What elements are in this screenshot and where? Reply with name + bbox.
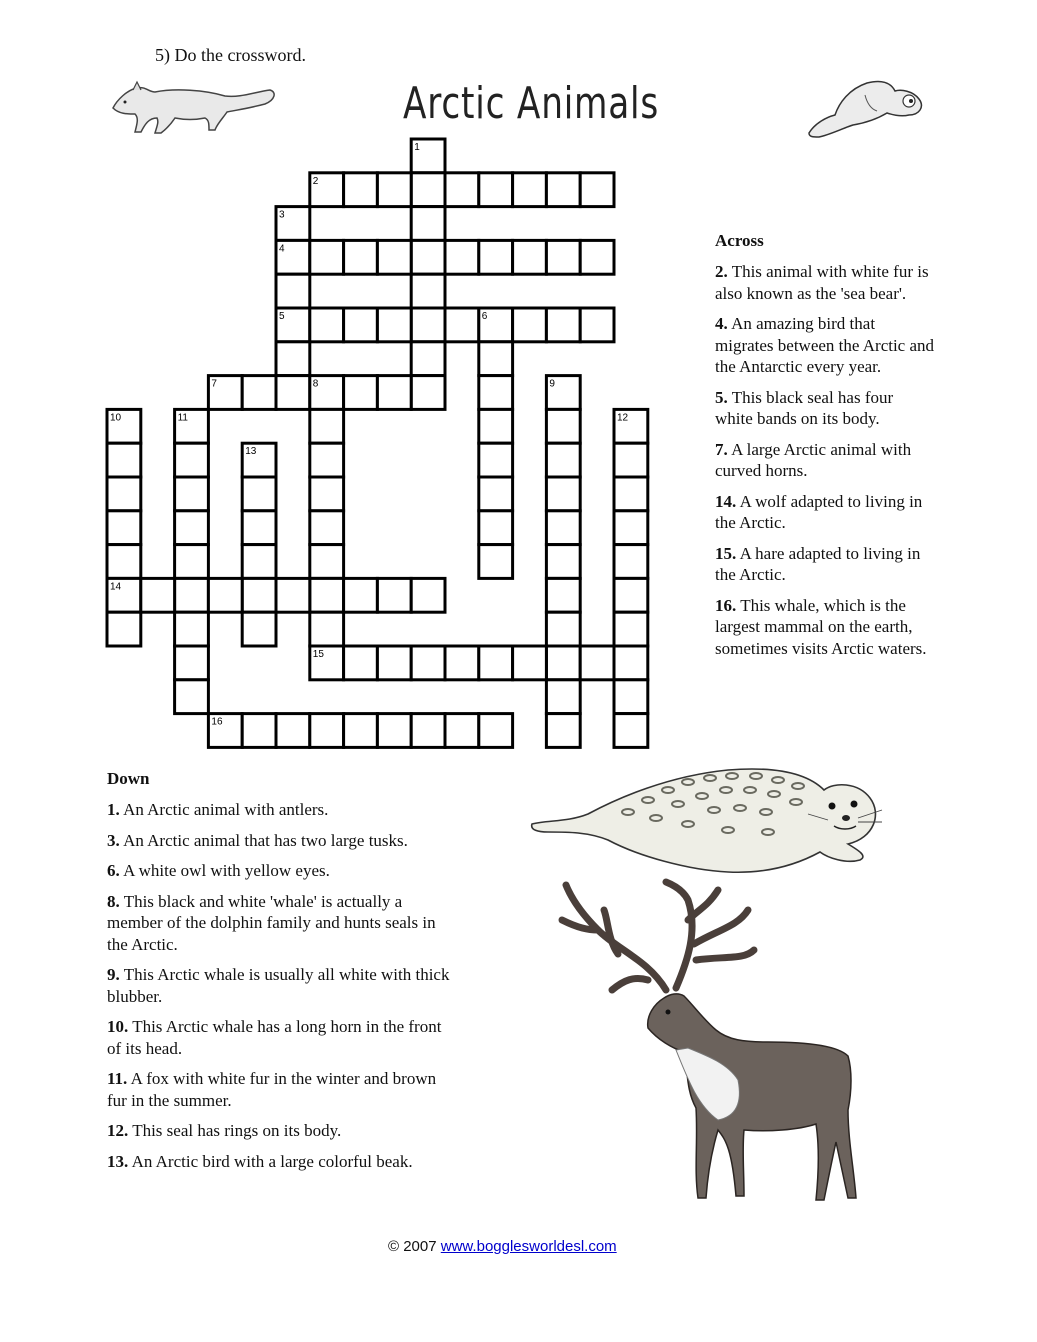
caribou-drawing	[548, 880, 864, 1205]
crossword-cell[interactable]	[513, 646, 547, 680]
across-clue	[715, 313, 935, 378]
crossword-cell[interactable]	[310, 409, 344, 443]
down-clue	[107, 860, 457, 882]
down-clue	[107, 964, 457, 1007]
cell-number: 3	[279, 209, 285, 221]
crossword-cell[interactable]	[580, 240, 614, 274]
crossword-cell[interactable]	[614, 714, 648, 748]
crossword-cell[interactable]	[513, 240, 547, 274]
crossword-cell[interactable]	[513, 308, 547, 342]
crossword-cell[interactable]	[411, 376, 445, 410]
clue-text: An amazing bird that migrates between the Arctic and the Antarctic every year.	[715, 314, 935, 376]
cell-number: 12	[617, 412, 629, 424]
down-heading: Down	[107, 769, 150, 788]
crossword-cell[interactable]	[310, 612, 344, 646]
clue-text: This black and white 'whale' is actually a member of the dolphin family and hunts seals in the Arctic.	[107, 891, 436, 954]
crossword-cell[interactable]	[242, 578, 276, 612]
clue-text: This animal with white fur is also known as the 'sea bear'.	[715, 262, 929, 303]
across-clue	[715, 387, 935, 430]
across-clue	[715, 261, 935, 304]
cell-number: 4	[279, 243, 285, 255]
cell-number: 2	[312, 175, 319, 187]
crossword-cell[interactable]	[344, 308, 378, 342]
crossword-cell[interactable]	[344, 173, 378, 207]
crossword-cell[interactable]	[242, 376, 276, 410]
crossword-cell[interactable]	[580, 308, 614, 342]
clue-number: 16.	[715, 595, 737, 615]
crossword-cell[interactable]	[614, 545, 648, 579]
crossword-cell[interactable]	[377, 714, 411, 748]
crossword-cell[interactable]	[344, 578, 378, 612]
crossword-cell[interactable]	[580, 173, 614, 207]
across-clue	[715, 491, 935, 534]
crossword-cell[interactable]	[411, 207, 445, 241]
crossword-cell[interactable]	[546, 173, 580, 207]
cell-number: 5	[279, 311, 285, 322]
crossword-cell[interactable]	[242, 714, 276, 748]
crossword-cell[interactable]	[310, 443, 344, 477]
clue-text: This Arctic whale is usually all white with thick blubber.	[107, 965, 450, 1006]
crossword-cell[interactable]	[344, 376, 378, 410]
crossword-cell[interactable]	[546, 545, 580, 579]
clue-number: 2.	[715, 262, 728, 281]
clue-number: 13.	[107, 1151, 129, 1171]
crossword-cell[interactable]	[445, 240, 479, 274]
clue-number: 11.	[107, 1069, 128, 1088]
crossword-cell[interactable]	[445, 308, 479, 342]
clue-text: A white owl with yellow eyes.	[123, 861, 330, 880]
clue-number: 10.	[107, 1017, 129, 1036]
crossword-cell[interactable]	[513, 173, 547, 207]
spotted-seal-drawing	[528, 760, 884, 882]
crossword-cell[interactable]	[310, 511, 344, 545]
crossword-cell[interactable]	[276, 714, 310, 748]
crossword-cell[interactable]	[479, 240, 513, 274]
cell-number: 11	[177, 412, 188, 424]
clue-text: A hare adapted to living in the Arctic.	[715, 543, 921, 584]
crossword-cell[interactable]	[614, 443, 648, 477]
crossword-cell[interactable]	[276, 578, 310, 612]
cell-number: 16	[211, 716, 223, 728]
crossword-cell[interactable]	[175, 511, 209, 545]
clue-number: 7.	[715, 439, 728, 459]
crossword-cell[interactable]	[614, 578, 648, 612]
down-clue	[107, 1151, 457, 1173]
clue-text: An Arctic bird with a large colorful beak.	[131, 1151, 413, 1171]
crossword-cell[interactable]	[175, 477, 209, 511]
crossword-cell[interactable]	[546, 511, 580, 545]
crossword-cell[interactable]	[107, 443, 141, 477]
crossword-cell[interactable]	[445, 646, 479, 680]
clue-text: An Arctic animal that has two large tusks.	[123, 830, 408, 850]
crossword-cell[interactable]	[614, 511, 648, 545]
crossword-cell[interactable]	[242, 477, 276, 511]
crossword-cell[interactable]	[546, 240, 580, 274]
crossword-cell[interactable]	[546, 443, 580, 477]
crossword-cell[interactable]	[479, 714, 513, 748]
crossword-cell[interactable]	[107, 545, 141, 579]
crossword-cell[interactable]	[310, 240, 344, 274]
crossword-cell[interactable]	[479, 545, 513, 579]
across-heading: Across	[715, 231, 764, 250]
crossword-cell[interactable]	[377, 578, 411, 612]
crossword-cell[interactable]	[175, 612, 209, 646]
crossword-cell[interactable]	[276, 342, 310, 376]
crossword-cell[interactable]	[546, 612, 580, 646]
crossword-cell[interactable]	[546, 680, 580, 714]
clue-number: 1.	[107, 800, 120, 819]
crossword-cell[interactable]	[479, 443, 513, 477]
crossword-cell[interactable]	[479, 173, 513, 207]
cell-number: 15	[312, 649, 324, 660]
crossword-cell[interactable]	[411, 342, 445, 376]
crossword-cell[interactable]	[310, 714, 344, 748]
cell-number: 10	[110, 412, 122, 424]
crossword-cell[interactable]	[242, 545, 276, 579]
crossword-cell[interactable]	[546, 409, 580, 443]
crossword-cell[interactable]	[310, 308, 344, 342]
across-clue	[715, 595, 935, 660]
crossword-cell[interactable]	[141, 578, 175, 612]
across-clue	[715, 439, 935, 482]
across-clue	[715, 543, 935, 586]
clue-number: 6.	[107, 861, 120, 880]
crossword-cell[interactable]	[546, 308, 580, 342]
crossword-cell[interactable]	[479, 646, 513, 680]
crossword-cell[interactable]	[310, 545, 344, 579]
crossword-cell[interactable]	[479, 511, 513, 545]
crossword-cell[interactable]	[310, 578, 344, 612]
crossword-cell[interactable]	[411, 646, 445, 680]
clue-text: An Arctic animal with antlers.	[123, 800, 329, 819]
crossword-cell[interactable]	[276, 274, 310, 308]
across-clues	[715, 231, 935, 668]
crossword-cell[interactable]	[175, 680, 209, 714]
clue-number: 12.	[107, 1121, 129, 1140]
crossword-cell[interactable]	[242, 612, 276, 646]
down-clue	[107, 1068, 457, 1111]
clue-number: 5.	[715, 387, 728, 407]
website-link[interactable]: www.bogglesworldesl.com	[440, 1238, 617, 1255]
crossword-cell[interactable]	[445, 714, 479, 748]
crossword-cell[interactable]	[580, 646, 614, 680]
crossword-cell[interactable]	[276, 376, 310, 410]
clue-text: This seal has rings on its body.	[132, 1121, 342, 1140]
crossword-cell[interactable]	[107, 612, 141, 646]
crossword-cell[interactable]	[175, 443, 209, 477]
crossword-cell[interactable]	[479, 477, 513, 511]
clue-number: 15.	[715, 543, 737, 563]
crossword-cell[interactable]	[614, 680, 648, 714]
crossword-cell[interactable]	[377, 173, 411, 207]
crossword-cell[interactable]	[208, 578, 242, 612]
page-title: Arctic Animals	[403, 78, 660, 129]
crossword-cell[interactable]	[546, 646, 580, 680]
crossword-cell[interactable]	[344, 714, 378, 748]
crossword-cell[interactable]	[479, 409, 513, 443]
crossword-cell[interactable]	[614, 612, 648, 646]
cell-number: 1	[414, 142, 420, 153]
down-clue	[107, 1120, 457, 1142]
crossword-cell[interactable]	[310, 477, 344, 511]
crossword-cell[interactable]	[107, 477, 141, 511]
clue-text: A large Arctic animal with curved horns.	[715, 439, 912, 480]
crossword-cell[interactable]	[546, 714, 580, 748]
down-clue	[107, 799, 457, 821]
clue-number: 3.	[107, 830, 120, 850]
down-clues	[107, 769, 457, 1181]
down-clue	[107, 830, 457, 852]
crossword-cell[interactable]	[175, 578, 209, 612]
crossword-cell[interactable]	[479, 376, 513, 410]
cell-number: 14	[110, 581, 122, 593]
cell-number: 8	[312, 378, 319, 390]
crossword-cell[interactable]	[445, 173, 479, 207]
cell-number: 13	[245, 446, 257, 458]
crossword-cell[interactable]	[411, 274, 445, 308]
crossword-cell[interactable]	[411, 308, 445, 342]
crossword-cell[interactable]	[377, 646, 411, 680]
crossword-cell[interactable]	[479, 342, 513, 376]
clue-number: 9.	[107, 965, 120, 984]
down-clue	[107, 891, 457, 956]
crossword-cell[interactable]	[377, 240, 411, 274]
clue-number: 14.	[715, 491, 737, 511]
crossword-cell[interactable]	[344, 646, 378, 680]
cell-number: 9	[549, 378, 555, 390]
clue-text: A fox with white fur in the winter and brown fur in the summer.	[107, 1069, 437, 1110]
clue-number: 4.	[715, 314, 728, 333]
clue-text: This Arctic whale has a long horn in the front of its head.	[107, 1017, 442, 1058]
crossword-cell[interactable]	[377, 376, 411, 410]
instruction-text: 5) Do the crossword.	[155, 45, 306, 65]
footer	[388, 1238, 617, 1255]
clue-text: This whale, which is the largest mammal on the earth, sometimes visits Arctic waters.	[715, 595, 927, 658]
crossword-cell[interactable]	[344, 240, 378, 274]
down-clue	[107, 1016, 457, 1059]
crossword-cell[interactable]	[614, 646, 648, 680]
clue-number: 8.	[107, 891, 120, 911]
crossword-cell[interactable]	[242, 511, 276, 545]
crossword-cell[interactable]	[614, 477, 648, 511]
crossword-cell[interactable]	[546, 578, 580, 612]
clue-text: This black seal has four white bands on its body.	[715, 387, 894, 428]
clue-text: A wolf adapted to living in the Arctic.	[715, 491, 923, 532]
crossword-cell[interactable]	[107, 511, 141, 545]
crossword-cell[interactable]	[411, 714, 445, 748]
cell-number: 7	[211, 378, 217, 390]
crossword-cell[interactable]	[175, 545, 209, 579]
copyright-text: © 2007	[388, 1238, 441, 1255]
crossword-cell[interactable]	[377, 308, 411, 342]
crossword-cell[interactable]	[175, 646, 209, 680]
crossword-cell[interactable]	[411, 240, 445, 274]
crossword-cell[interactable]	[411, 173, 445, 207]
cell-number: 6	[481, 311, 488, 322]
crossword-cell[interactable]	[411, 578, 445, 612]
crossword-cell[interactable]	[546, 477, 580, 511]
